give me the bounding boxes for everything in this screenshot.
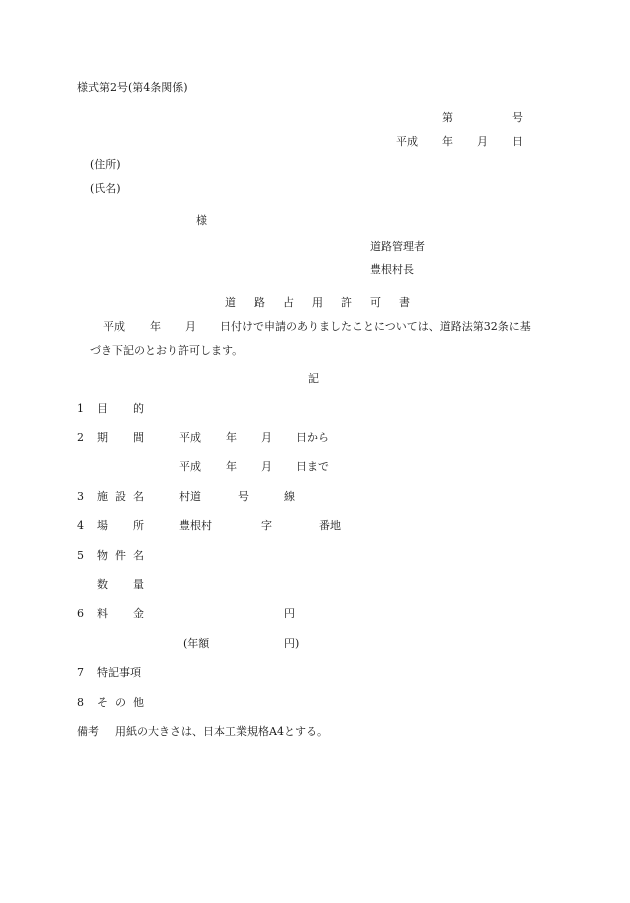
item-label: 他 [133, 696, 144, 709]
item-label: 設 [115, 490, 126, 503]
item-number: 5 [77, 549, 84, 562]
date-month: 月 [477, 135, 488, 148]
item-label: そ [97, 696, 108, 709]
location-village: 豊根村 [179, 519, 212, 532]
doc-title-char: 路 [254, 296, 265, 309]
addressee-address: (住所) [90, 158, 121, 171]
item-number: 2 [77, 431, 84, 444]
period-to-month: 月 [261, 460, 272, 473]
fee-annual-open: (年額 [183, 637, 210, 650]
addressee-sama: 様 [196, 214, 207, 227]
doc-title-char: 書 [399, 296, 410, 309]
fee-yen: 円 [284, 607, 295, 620]
item-label: 物 [97, 549, 108, 562]
date-year: 年 [442, 135, 453, 148]
number-dai: 第 [442, 111, 453, 124]
item-label: 期 [97, 431, 108, 444]
period-to-year: 年 [226, 460, 237, 473]
body-text-line1: 日付けで申請のありましたことについては、道路法第32条に基 [220, 320, 531, 333]
item-label: の [115, 696, 126, 709]
facility-sen: 線 [284, 490, 295, 503]
item-label: 施 [97, 490, 108, 503]
item-label: 所 [133, 519, 144, 532]
body-era: 平成 [103, 320, 125, 333]
facility-go: 号 [238, 490, 249, 503]
ki-heading: 記 [308, 372, 319, 385]
item-number: 3 [77, 490, 84, 503]
form-number: 様式第2号(第4条関係) [77, 81, 188, 94]
body-month: 月 [185, 320, 196, 333]
doc-title-char: 可 [370, 296, 381, 309]
period-to-era: 平成 [179, 460, 201, 473]
period-from-year: 年 [226, 431, 237, 444]
body-text-line2: づき下記のとおり許可します。 [90, 344, 244, 357]
body-year: 年 [150, 320, 161, 333]
item-label: 料 [97, 607, 108, 620]
period-from-era: 平成 [179, 431, 201, 444]
date-day: 日 [512, 135, 523, 148]
item-number: 1 [77, 402, 84, 415]
facility-road: 村道 [179, 490, 201, 503]
number-go: 号 [512, 111, 523, 124]
remarks-label: 備考 [77, 725, 99, 738]
item-number: 4 [77, 519, 84, 532]
issuer-title: 道路管理者 [370, 240, 425, 253]
date-era: 平成 [396, 135, 418, 148]
item-label: 目 [97, 402, 108, 415]
item-label: 間 [133, 431, 144, 444]
addressee-name: (氏名) [90, 182, 121, 195]
item-label: 数 [97, 578, 108, 591]
item-number: 7 [77, 666, 84, 679]
item-label: 場 [97, 519, 108, 532]
doc-title-char: 占 [283, 296, 294, 309]
location-aza: 字 [261, 519, 272, 532]
item-label: 件 [115, 549, 126, 562]
doc-title-char: 用 [312, 296, 323, 309]
period-from-month: 月 [261, 431, 272, 444]
doc-title-char: 道 [225, 296, 236, 309]
item-label: 的 [133, 402, 144, 415]
item-label: 量 [133, 578, 144, 591]
item-number: 8 [77, 696, 84, 709]
issuer-name: 豊根村長 [370, 263, 414, 276]
remarks-text: 用紙の大きさは、日本工業規格A4とする。 [115, 725, 328, 738]
period-from-day: 日から [296, 431, 329, 444]
item-label: 名 [133, 490, 144, 503]
item-label: 金 [133, 607, 144, 620]
location-banchi: 番地 [319, 519, 341, 532]
fee-annual-close: 円) [284, 637, 300, 650]
item-label: 名 [133, 549, 144, 562]
item-label: 特記事項 [97, 666, 141, 679]
doc-title-char: 許 [341, 296, 352, 309]
item-number: 6 [77, 607, 84, 620]
period-to-day: 日まで [296, 460, 329, 473]
